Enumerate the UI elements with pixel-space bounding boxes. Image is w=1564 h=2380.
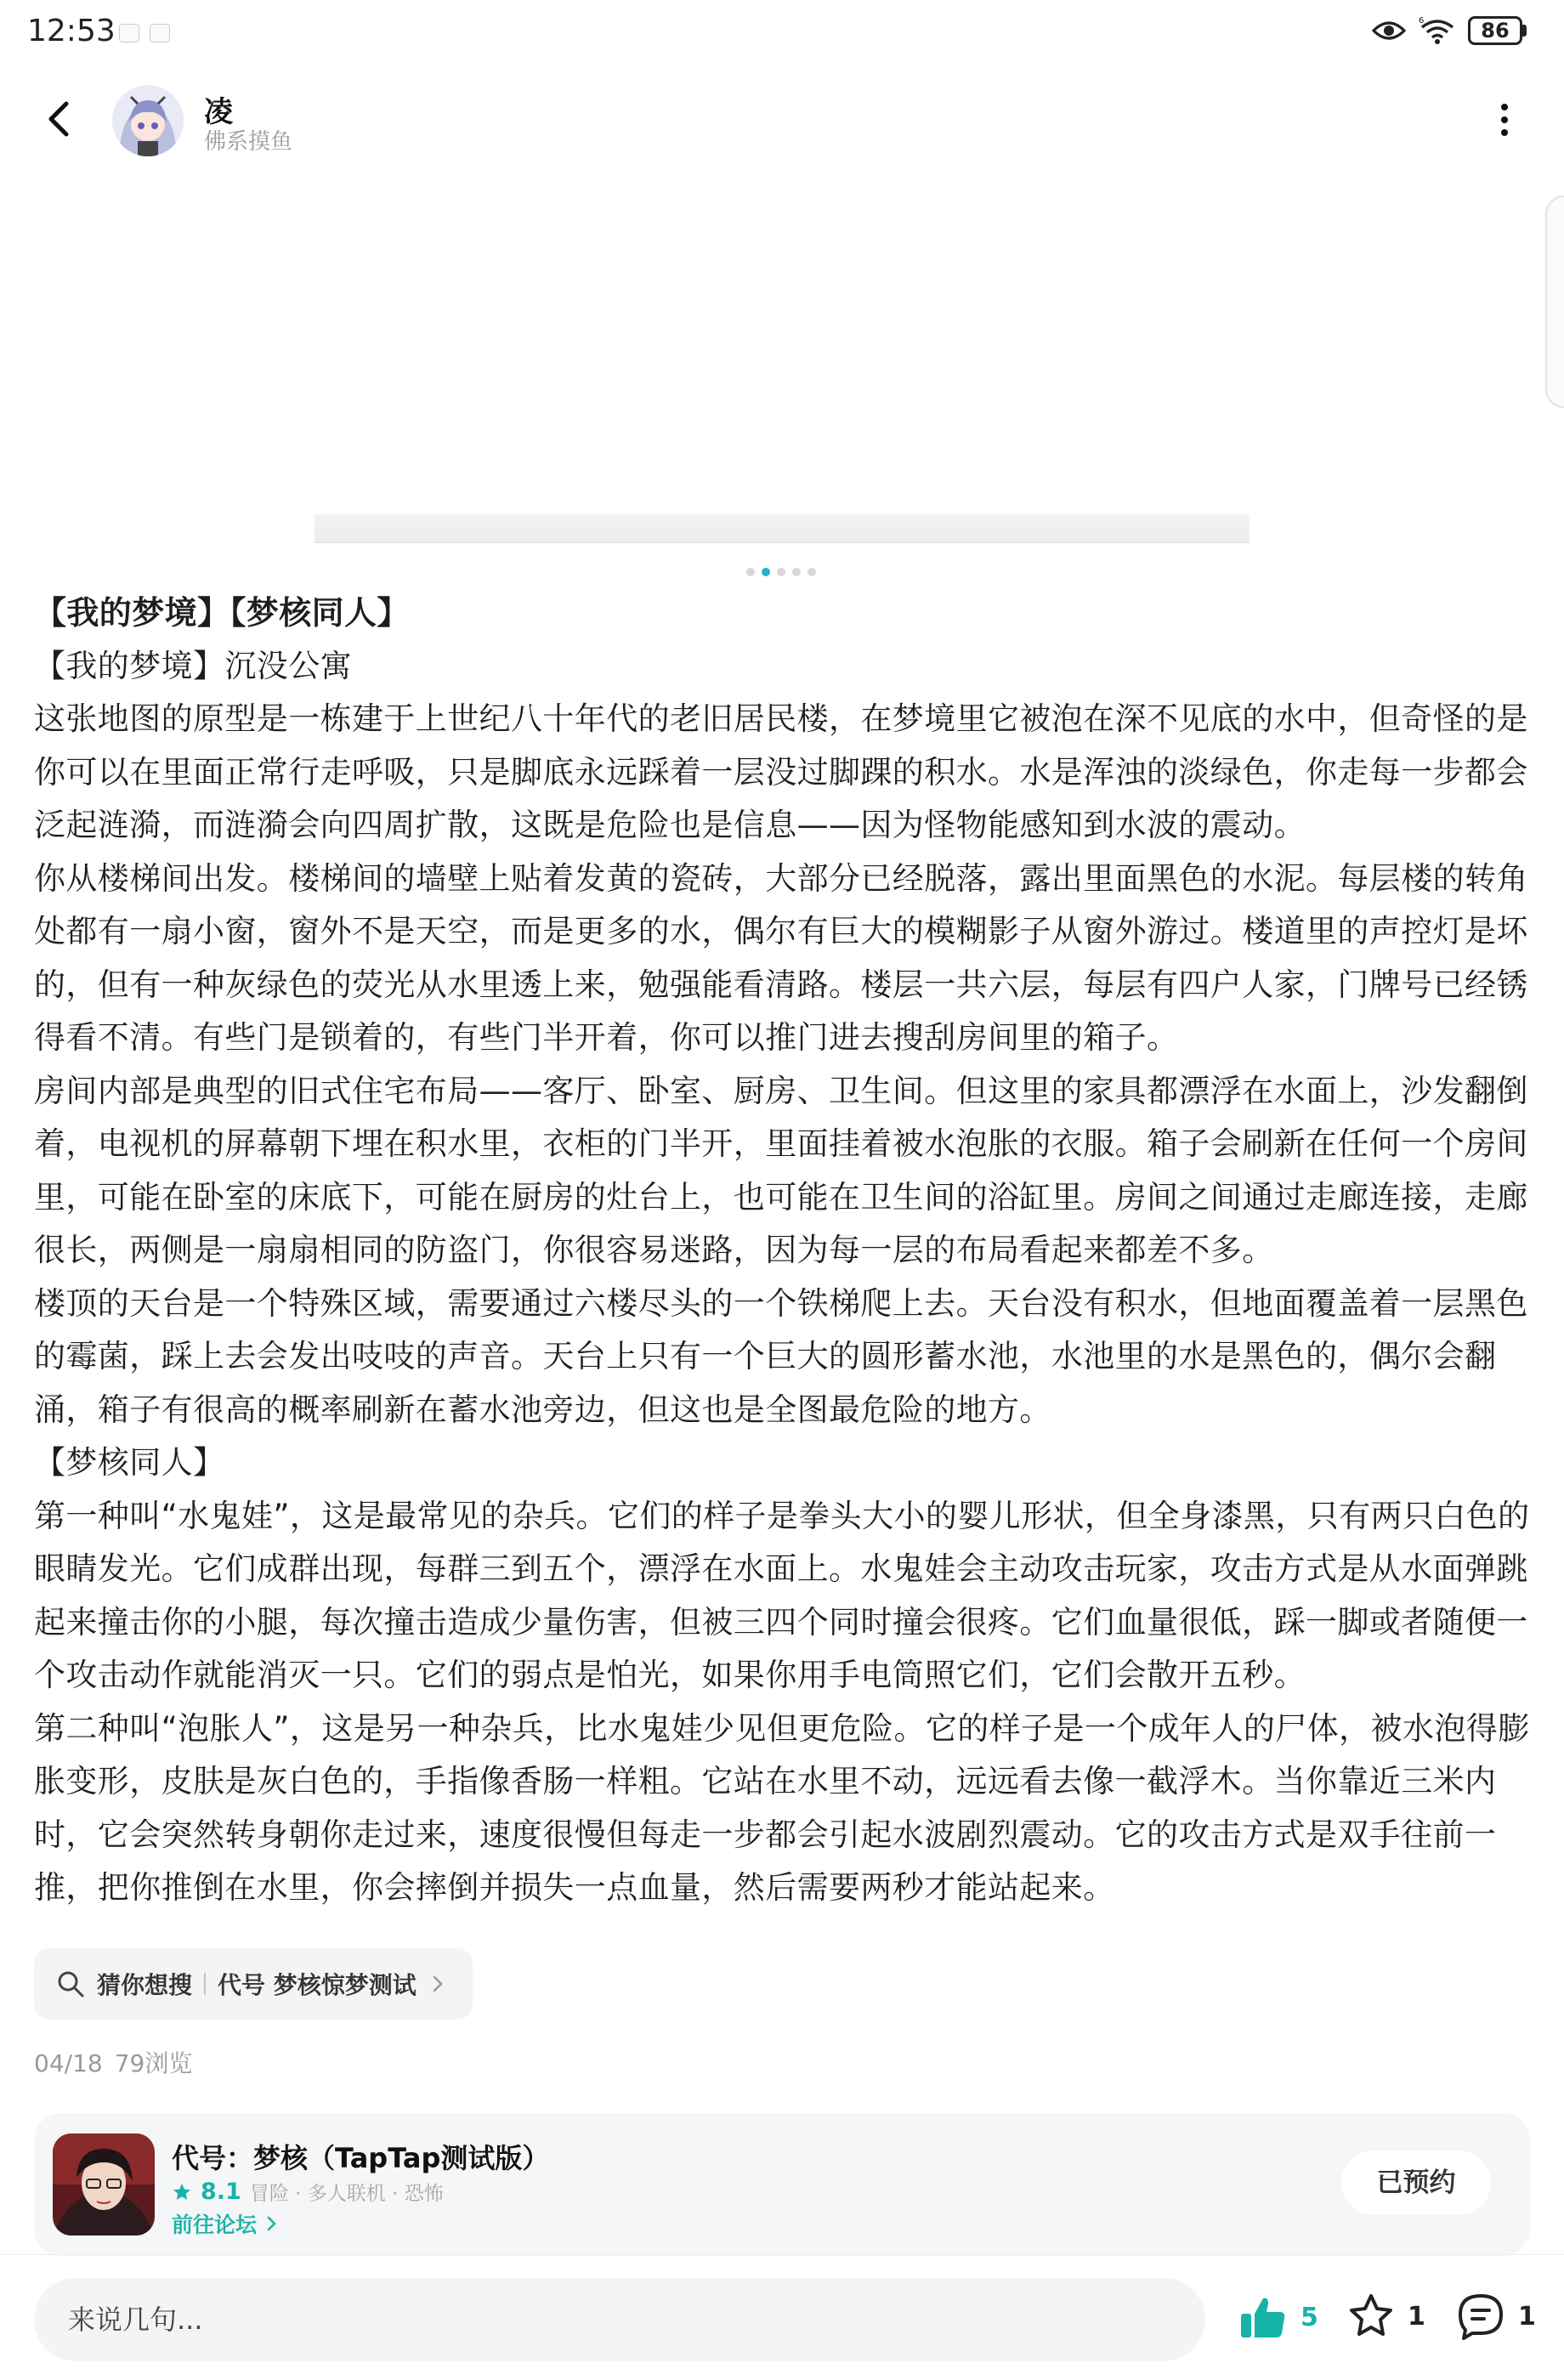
back-arrow-icon[interactable] xyxy=(34,94,85,144)
post-paragraph: 【梦核同人】 xyxy=(34,1444,225,1481)
author-subtitle: 佛系摸鱼 xyxy=(204,129,293,155)
author-avatar[interactable] xyxy=(112,85,184,156)
wifi-icon xyxy=(1419,15,1456,46)
avatar-image xyxy=(112,85,184,156)
post-meta xyxy=(34,2045,192,2079)
carousel-dot xyxy=(746,568,755,576)
game-icon[interactable] xyxy=(53,2134,155,2236)
status-icons xyxy=(1371,15,1527,46)
battery-icon xyxy=(1468,16,1527,45)
comment-button[interactable] xyxy=(1455,2292,1536,2341)
divider xyxy=(204,1973,206,1995)
eye-icon xyxy=(1371,18,1407,43)
game-rating-row xyxy=(172,2178,444,2206)
post-paragraph: 【我的梦境】沉没公寓 xyxy=(34,647,352,684)
post-title: 【我的梦境】【梦核同人】 xyxy=(34,594,410,632)
search-suggestion-label: 猜你想搜 xyxy=(97,1971,193,1999)
notification-icon xyxy=(119,24,139,42)
notification-icon xyxy=(150,24,170,42)
author-name[interactable]: 凌 xyxy=(204,95,233,129)
carousel-indicator xyxy=(746,568,816,576)
game-tags: 冒险 · 多人联机 · 恐怖 xyxy=(249,2183,444,2205)
post-views: 79浏览 xyxy=(114,2049,193,2077)
comment-input[interactable]: 来说几句... xyxy=(34,2278,1205,2361)
carousel-image[interactable] xyxy=(314,514,1250,543)
carousel-dot xyxy=(777,568,785,576)
like-count: 5 xyxy=(1300,2302,1318,2332)
carousel-dot-active xyxy=(762,568,770,576)
star-icon xyxy=(172,2182,192,2202)
search-suggestion-query: 代号 梦核惊梦测试 xyxy=(218,1971,416,1999)
post-paragraph: 你从楼梯间出发。楼梯间的墙壁上贴着发黄的瓷砖，大部分已经脱落，露出里面黑色的水泥。每层楼的转角处都有一扇小窗，窗外不是天空，而是更多的水，偶尔有巨大的模糊影子从窗外游过。楼道里的声控灯是坏的，但有一种灰绿色的荧光从水里透上来，勉强能看清路。楼层一共六层，每层有四户人家，门牌号已经锈得看不清。有些门是锁着的，有些门半开着，你可以推门进去搜刮房间里的箱子。 xyxy=(34,859,1528,1056)
chevron-right-icon xyxy=(264,2215,280,2232)
carousel-dot xyxy=(792,568,801,576)
status-time: 12:53 xyxy=(27,14,116,48)
image-carousel[interactable] xyxy=(0,170,1564,578)
chevron-right-icon xyxy=(428,1973,447,1995)
post-paragraph: 房间内部是典型的旧式住宅布局——客厅、卧室、厨房、卫生间。但这里的家具都漂浮在水面上，沙发翻倒着，电视机的屏幕朝下埋在积水里，衣柜的门半开，里面挂着被水泡胀的衣服。箱子会刷新在任何一个房间里，可能在卧室的床底下，可能在厨房的灶台上，也可能在卫生间的浴缸里。房间之间通过走廊连接，走廊很长，两侧是一扇扇相同的防盗门，你很容易迷路，因为每一层的布局看起来都差不多。 xyxy=(34,1072,1528,1268)
search-suggestion-chip[interactable] xyxy=(34,1948,473,2020)
status-bar xyxy=(0,0,1564,68)
comment-icon xyxy=(1455,2292,1506,2341)
network-label: 6 xyxy=(1419,16,1425,26)
post-paragraph: 楼顶的天台是一个特殊区域，需要通过六楼尽头的一个铁梯爬上去。天台没有积水，但地面覆盖着一层黑色的霉菌，踩上去会发出吱吱的声音。天台上只有一个巨大的圆形蓄水池，水池里的水是黑色的，偶尔会翻涌，箱子有很高的概率刷新在蓄水池旁边，但这也是全图最危险的地方。 xyxy=(34,1284,1528,1428)
carousel-dot xyxy=(808,568,816,576)
game-card[interactable] xyxy=(34,2113,1530,2256)
game-score: 8.1 xyxy=(201,2179,241,2205)
go-to-forum-link[interactable] xyxy=(172,2208,280,2239)
like-button[interactable] xyxy=(1238,2292,1318,2343)
post-paragraph: 第二种叫“泡胀人”，这是另一种杂兵，比水鬼娃少见但更危险。它的样子是一个成年人的尸体，被水泡得膨胀变形，皮肤是灰白色的，手指像香肠一样粗。它站在水里不动，远远看去像一截浮木。当你靠近三米内时，它会突然转身朝你走过来，速度很慢但每走一步都会引起水波剧烈震动。它的攻击方式是双手往前一推，把你推倒在水里，你会摔倒并损失一点血量，然后需要两秒才能站起来。 xyxy=(34,1709,1530,1906)
post-paragraph: 这张地图的原型是一栋建于上世纪八十年代的老旧居民楼，在梦境里它被泡在深不见底的水中，但奇怪的是你可以在里面正常行走呼吸，只是脚底永远踩着一层没过脚踝的积水。水是浑浊的淡绿色，你走每一步都会泛起涟漪，而涟漪会向四周扩散，这既是危险也是信息——因为怪物能感知到水波的震动。 xyxy=(34,700,1528,843)
favorite-count: 1 xyxy=(1408,2301,1425,2332)
more-options-icon[interactable] xyxy=(1488,99,1522,141)
battery-level: 86 xyxy=(1468,16,1522,45)
comment-count: 1 xyxy=(1518,2301,1536,2332)
game-cover-image xyxy=(53,2134,155,2236)
search-icon xyxy=(56,1969,85,1998)
forum-link-label: 前往论坛 xyxy=(172,2213,258,2237)
post-header xyxy=(0,68,1564,170)
thumbs-up-icon xyxy=(1238,2292,1289,2343)
reserved-button[interactable]: 已预约 xyxy=(1341,2150,1491,2215)
post-paragraph: 第一种叫“水鬼娃”，这是最常见的杂兵。它们的样子是拳头大小的婴儿形状，但全身漆黑，只有两只白色的眼睛发光。它们成群出现，每群三到五个，漂浮在水面上。水鬼娃会主动攻击玩家，攻击方式是从水面弹跳起来撞击你的小腿，每次撞击造成少量伤害，但被三四个同时撞会很疼。它们血量很低，踩一脚或者随便一个攻击动作就能消灭一只。它们的弱点是怕光，如果你用手电筒照它们，它们会散开五秒。 xyxy=(34,1497,1530,1693)
post-body xyxy=(34,586,1530,1915)
star-outline-icon xyxy=(1346,2292,1396,2341)
favorite-button[interactable] xyxy=(1346,2292,1425,2341)
divider xyxy=(0,2254,1564,2255)
game-title[interactable]: 代号：梦核（TapTap测试版） xyxy=(172,2142,550,2174)
post-date: 04/18 xyxy=(34,2049,103,2077)
